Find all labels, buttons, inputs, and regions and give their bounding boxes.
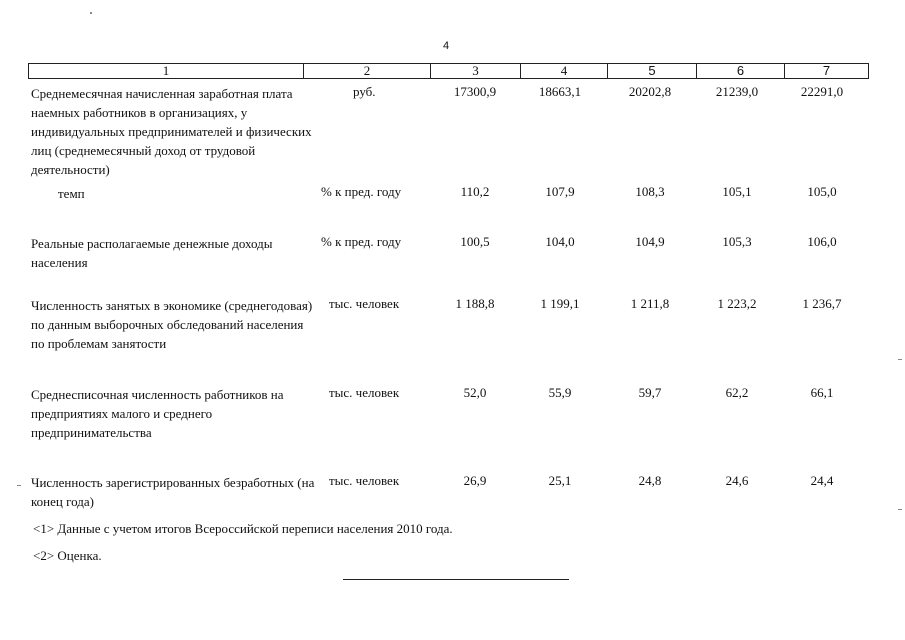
row-value: 52,0 bbox=[463, 385, 487, 400]
scan-speck bbox=[90, 12, 92, 14]
row-label: Реальные располагаемые денежные доходы населения bbox=[31, 236, 273, 270]
row-value: 107,9 bbox=[545, 184, 575, 199]
row-value: 24,4 bbox=[810, 473, 834, 488]
scan-speck bbox=[17, 485, 21, 486]
row-value: 55,9 bbox=[548, 385, 572, 400]
row-value: 106,0 bbox=[807, 234, 837, 249]
row-value: 17300,9 bbox=[453, 84, 497, 99]
row-label: Среднемесячная начисленная заработная плата наемных работников в организациях, у индивидуальных предпринимателей и физических лиц (среднемесячный доход от трудовой деятельности) bbox=[31, 86, 312, 177]
row-value: 62,2 bbox=[725, 385, 749, 400]
row-value: 24,6 bbox=[725, 473, 749, 488]
column-number-header bbox=[28, 63, 869, 79]
row-value: 105,3 bbox=[722, 234, 752, 249]
row-value: 108,3 bbox=[635, 184, 665, 199]
row-value: 104,9 bbox=[635, 234, 665, 249]
scan-speck bbox=[898, 359, 902, 360]
col-header-7: 7 bbox=[785, 64, 869, 79]
row-value: 24,8 bbox=[638, 473, 662, 488]
row-value: 66,1 bbox=[810, 385, 834, 400]
footnote-estimate: <2> Оценка. bbox=[33, 548, 102, 563]
row-unit: тыс. человек bbox=[329, 296, 400, 311]
row-value: 1 188,8 bbox=[455, 296, 495, 311]
row-value: 110,2 bbox=[460, 184, 490, 199]
row-unit: % к пред. году bbox=[321, 184, 402, 199]
footnote-census: <1> Данные с учетом итогов Всероссийской переписи населения 2010 года. bbox=[33, 521, 453, 536]
row-unit: % к пред. году bbox=[321, 234, 402, 249]
row-value: 18663,1 bbox=[538, 84, 582, 99]
row-value: 20202,8 bbox=[628, 84, 672, 99]
row-value: 26,9 bbox=[463, 473, 487, 488]
row-unit: тыс. человек bbox=[329, 385, 400, 400]
row-label: Среднесписочная численность работников на предприятиях малого и среднего предпринимательства bbox=[31, 387, 284, 440]
row-value: 1 199,1 bbox=[540, 296, 580, 311]
col-header-4: 4 bbox=[521, 64, 608, 79]
row-label: Численность занятых в экономике (среднегодовая) по данным выборочных обследований населения по проблемам занятости bbox=[31, 298, 313, 351]
row-value: 25,1 bbox=[548, 473, 572, 488]
row-value: 21239,0 bbox=[715, 84, 759, 99]
row-value: 105,1 bbox=[722, 184, 752, 199]
row-value: 105,0 bbox=[807, 184, 837, 199]
row-unit: руб. bbox=[353, 84, 376, 99]
col-header-6: 6 bbox=[697, 64, 785, 79]
row-value: 104,0 bbox=[545, 234, 575, 249]
row-label: Численность зарегистрированных безработных (на конец года) bbox=[31, 475, 315, 509]
row-value: 22291,0 bbox=[800, 84, 844, 99]
row-value: 1 236,7 bbox=[802, 296, 842, 311]
col-header-1: 1 bbox=[29, 64, 304, 79]
row-value: 1 211,8 bbox=[630, 296, 670, 311]
row-label: темп bbox=[58, 186, 85, 201]
col-header-3: 3 bbox=[431, 64, 521, 79]
scan-speck bbox=[898, 509, 902, 510]
row-value: 1 223,2 bbox=[717, 296, 757, 311]
row-value: 59,7 bbox=[638, 385, 662, 400]
page-number: 4 bbox=[443, 40, 450, 52]
row-unit: тыс. человек bbox=[329, 473, 400, 488]
footer-divider bbox=[343, 579, 569, 580]
row-value: 100,5 bbox=[460, 234, 490, 249]
col-header-2: 2 bbox=[304, 64, 431, 79]
col-header-5: 5 bbox=[608, 64, 697, 79]
